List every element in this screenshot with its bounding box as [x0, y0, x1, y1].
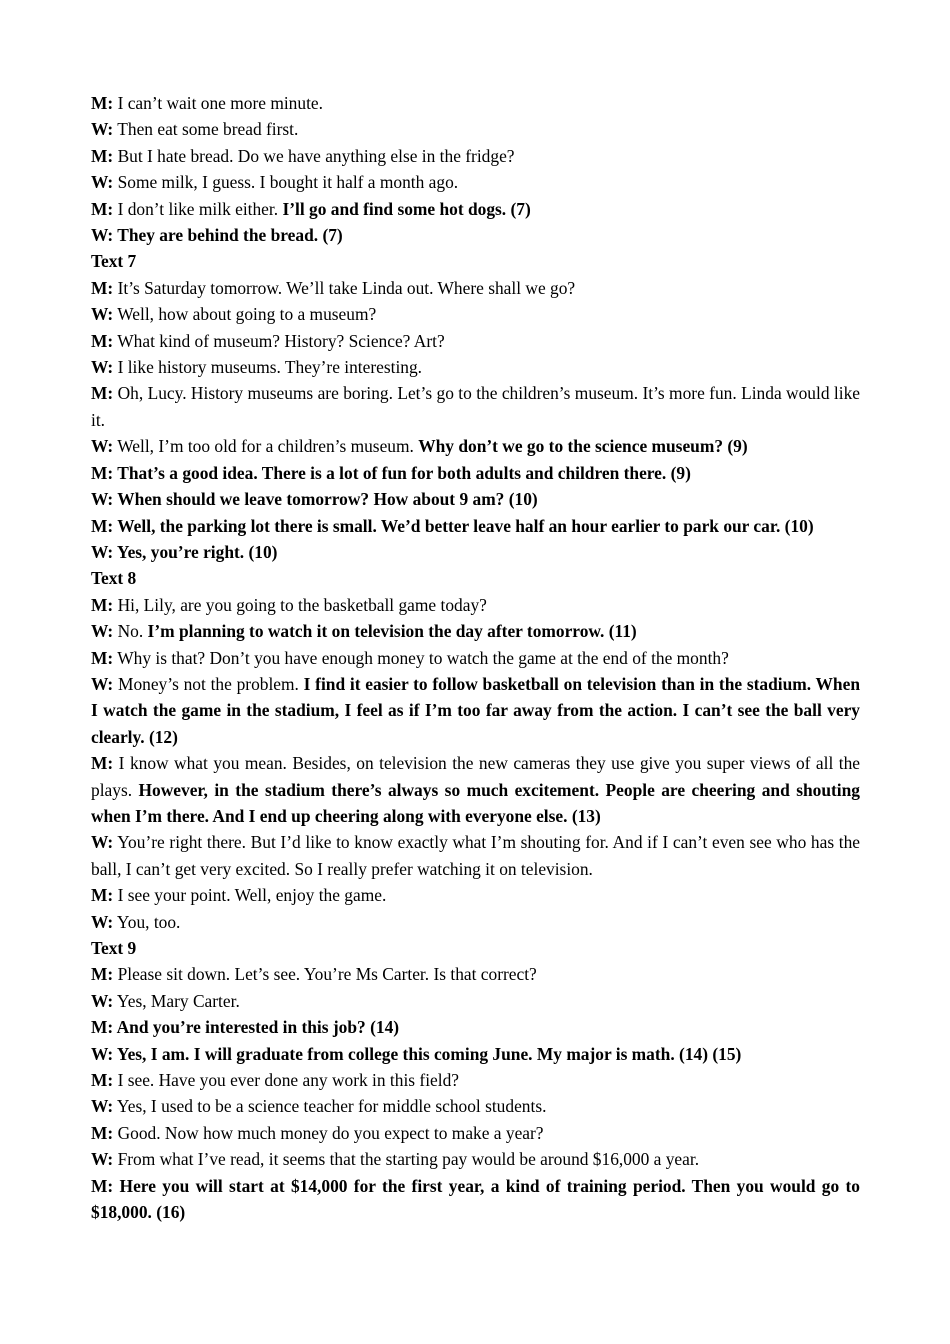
answer-text: That’s a good idea. There is a lot of fun for both adults and children there. (9)	[113, 462, 691, 483]
answer-text: I’ll go and find some hot dogs. (7)	[282, 198, 531, 219]
dialogue-text: I like history museums. They’re interesting.	[113, 357, 423, 378]
dialogue-text: Well, I’m too old for a children’s museum.	[113, 436, 419, 457]
dialogue-text: But I hate bread. Do we have anything else in the fridge?	[113, 145, 515, 166]
dialogue-text: It’s Saturday tomorrow. We’ll take Linda out. Where shall we go?	[113, 277, 576, 298]
speaker-label: M:	[91, 885, 114, 906]
dialogue-line	[91, 354, 860, 380]
answer-text: Why don’t we go to the science museum? (9)	[418, 436, 748, 457]
answer-text: Yes, I am. I will graduate from college this coming June. My major is math. (14) (15)	[113, 1043, 742, 1064]
dialogue-text: You, too.	[113, 911, 181, 932]
speaker-label: W:	[91, 489, 114, 510]
dialogue-text: Then eat some bread first.	[113, 119, 299, 140]
speaker-label: W:	[91, 172, 114, 193]
section-heading: Text 7	[91, 251, 137, 272]
dialogue-text: I see. Have you ever done any work in this field?	[113, 1070, 459, 1091]
dialogue-text: I know what you mean. Besides, on television the new cameras they use give you super views of all the plays.	[91, 753, 860, 800]
speaker-label: W:	[91, 304, 114, 325]
dialogue-text: Yes, Mary Carter.	[113, 990, 240, 1011]
dialogue-line	[91, 90, 860, 116]
dialogue-line	[91, 169, 860, 195]
dialogue-text: Hi, Lily, are you going to the basketball game today?	[113, 594, 487, 615]
speaker-label: M:	[91, 93, 114, 113]
dialogue-line	[91, 301, 860, 327]
dialogue-line	[91, 196, 860, 222]
dialogue-text: Well, how about going to a museum?	[113, 304, 377, 325]
speaker-label: M:	[91, 515, 114, 536]
answer-text: Well, the parking lot there is small. We’d better leave half an hour earlier to park our car. (10)	[113, 515, 814, 536]
answer-text: I’m planning to watch it on television the day after tomorrow. (11)	[147, 621, 637, 642]
dialogue-line	[91, 1146, 860, 1172]
speaker-label: M:	[91, 198, 114, 219]
dialogue-line	[91, 513, 860, 539]
speaker-label: W:	[91, 1096, 114, 1117]
dialogue-line	[91, 750, 860, 829]
speaker-label: W:	[91, 1149, 114, 1170]
dialogue-line	[91, 988, 860, 1014]
dialogue-line	[91, 1173, 860, 1226]
dialogue-text: Some milk, I guess. I bought it half a month ago.	[113, 172, 459, 193]
transcript-page	[91, 90, 860, 1225]
dialogue-text: No.	[113, 621, 148, 642]
dialogue-text: I don’t like milk either.	[113, 198, 283, 219]
speaker-label: W:	[91, 621, 114, 642]
speaker-label: M:	[91, 1017, 114, 1038]
speaker-label: M:	[91, 1122, 114, 1143]
dialogue-line	[91, 460, 860, 486]
answer-text: When should we leave tomorrow? How about 9 am? (10)	[113, 489, 538, 510]
dialogue-text: Good. Now how much money do you expect to make a year?	[113, 1122, 544, 1143]
dialogue-line	[91, 539, 860, 565]
dialogue-line	[91, 1120, 860, 1146]
dialogue-line	[91, 829, 860, 882]
speaker-label: M:	[91, 330, 114, 351]
speaker-label: W:	[91, 436, 114, 457]
dialogue-line	[91, 961, 860, 987]
dialogue-line	[91, 116, 860, 142]
dialogue-text: From what I’ve read, it seems that the starting pay would be around $16,000 a year.	[113, 1149, 700, 1170]
dialogue-line	[91, 1093, 860, 1119]
dialogue-line	[91, 1041, 860, 1067]
speaker-label: M:	[91, 1070, 114, 1091]
speaker-label: W:	[91, 541, 114, 562]
dialogue-line	[91, 328, 860, 354]
dialogue-text: Oh, Lucy. History museums are boring. Let’s go to the children’s museum. It’s more fun. Linda would like it.	[91, 383, 860, 430]
dialogue-line	[91, 275, 860, 301]
answer-text: Yes, you’re right. (10)	[113, 541, 278, 562]
speaker-label: W:	[91, 119, 114, 140]
dialogue-line	[91, 433, 860, 459]
speaker-label: W:	[91, 673, 114, 694]
speaker-label: M:	[91, 964, 114, 985]
dialogue-line	[91, 618, 860, 644]
dialogue-text: You’re right there. But I’d like to know exactly what I’m shouting for. And if I can’t even see who has the ball, I can’t get very excited. So I really prefer watching it on television.	[91, 832, 860, 879]
dialogue-line	[91, 671, 860, 750]
speaker-label: M:	[91, 462, 114, 483]
dialogue-line	[91, 592, 860, 618]
speaker-label: M:	[91, 753, 114, 774]
section-heading: Text 9	[91, 938, 137, 958]
dialogue-text: What kind of museum? History? Science? Art?	[113, 330, 445, 351]
speaker-label: W:	[91, 990, 114, 1011]
dialogue-line	[91, 882, 860, 908]
dialogue-text: I can’t wait one more minute.	[113, 93, 323, 113]
dialogue-line	[91, 222, 860, 248]
speaker-label: W:	[91, 357, 114, 378]
speaker-label: W:	[91, 832, 114, 853]
section-heading: Text 8	[91, 568, 137, 589]
dialogue-line	[91, 486, 860, 512]
answer-text: I find it easier to follow basketball on television than in the stadium. When I watch the game in the stadium, I feel as if I’m too far away from the action. I can’t see the ball very clearly. (12)	[91, 673, 860, 747]
speaker-label: M:	[91, 594, 114, 615]
answer-text: Here you will start at $14,000 for the first year, a kind of training period. Then you would go to $18,000. (16)	[91, 1175, 860, 1223]
speaker-label: M:	[91, 383, 114, 404]
speaker-label: W:	[91, 911, 114, 932]
dialogue-line	[91, 1067, 860, 1093]
speaker-label: M:	[91, 1175, 114, 1196]
answer-text: However, in the stadium there’s always so much excitement. People are cheering and shouting when I’m there. And I end up cheering along with everyone else. (13)	[91, 779, 860, 826]
speaker-label: M:	[91, 647, 114, 668]
dialogue-text: Yes, I used to be a science teacher for middle school students.	[113, 1096, 547, 1117]
speaker-label: M:	[91, 145, 114, 166]
dialogue-line	[91, 909, 860, 935]
speaker-label: M:	[91, 277, 114, 298]
dialogue-line	[91, 380, 860, 433]
speaker-label: W:	[91, 225, 114, 246]
speaker-label: W:	[91, 1043, 114, 1064]
answer-text: They are behind the bread. (7)	[113, 225, 343, 246]
dialogue-line	[91, 1014, 860, 1040]
dialogue-text: Why is that? Don’t you have enough money to watch the game at the end of the month?	[113, 647, 729, 668]
dialogue-text: Please sit down. Let’s see. You’re Ms Carter. Is that correct?	[113, 964, 537, 985]
dialogue-text: I see your point. Well, enjoy the game.	[113, 885, 387, 906]
dialogue-text: Money’s not the problem.	[113, 673, 304, 694]
dialogue-line	[91, 645, 860, 671]
answer-text: And you’re interested in this job? (14)	[113, 1017, 400, 1038]
dialogue-line	[91, 143, 860, 169]
